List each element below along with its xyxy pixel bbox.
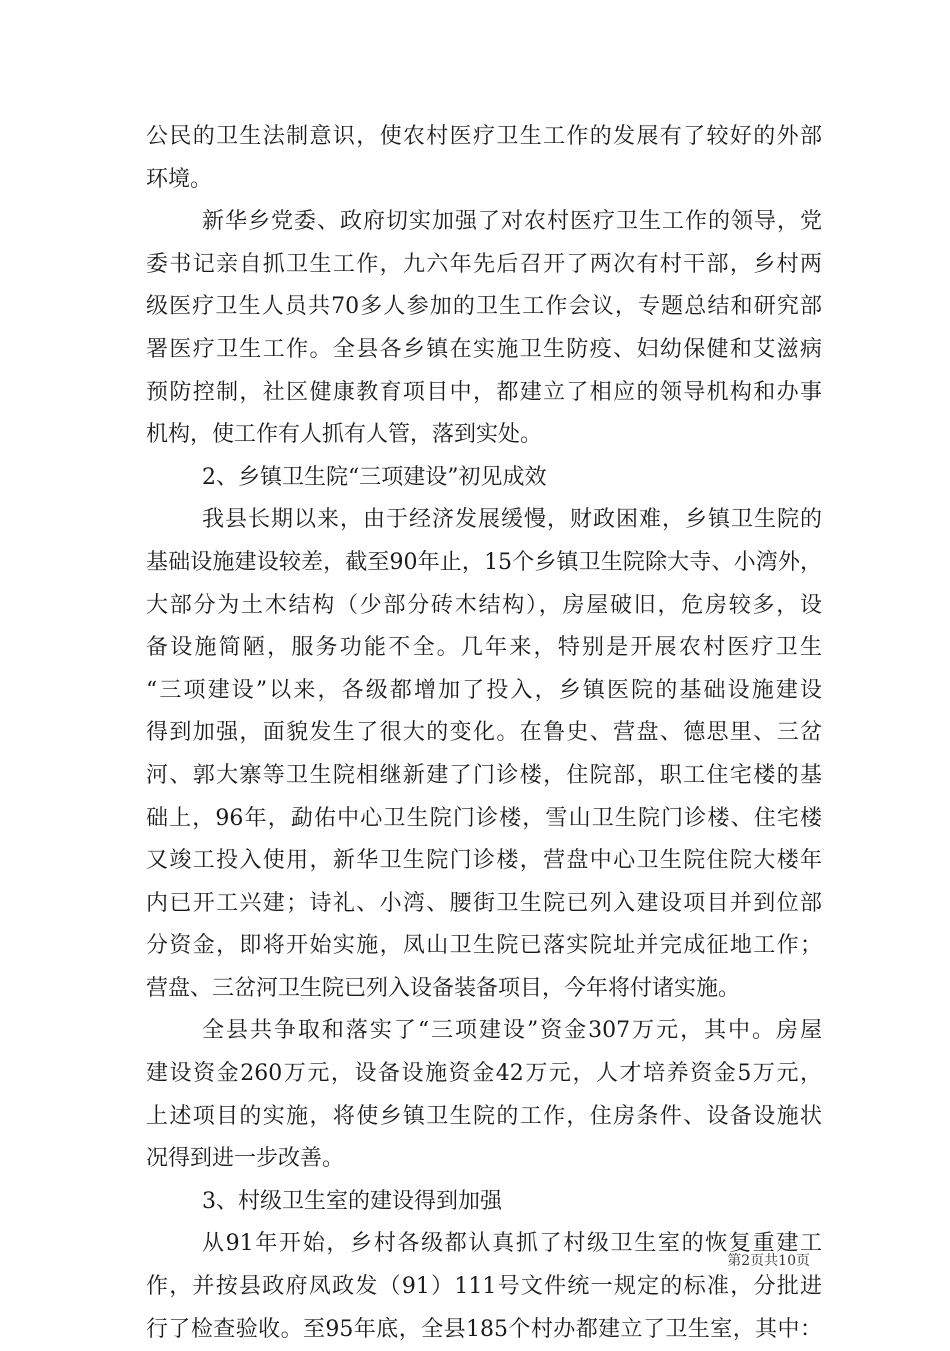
paragraph-line: 我县长期以来，由于经济发展缓慢，财政困难，乡镇卫生院的 (202, 507, 822, 533)
paragraph-line: 内已开工兴建；诗礼、小湾、腰街卫生院已列入建设项目并到位部 (146, 890, 822, 916)
document-body (146, 116, 822, 1351)
section-heading: 2、乡镇卫生院“三项建设”初见成效 (202, 464, 547, 490)
paragraph-line: 机构，使工作有人抓有人管，落到实处。 (146, 422, 543, 448)
paragraph-line: 行了检查验收。至95年底，全县185个村办都建立了卫生室，其中： (146, 1316, 822, 1342)
paragraph-line: 级医疗卫生人员共70多人参加的卫生工作会议，专题总结和研究部 (146, 294, 822, 320)
paragraph-line: “三项建设”以来，各级都增加了投入，乡镇医院的基础设施建设 (146, 677, 822, 703)
paragraph-line: 从91年开始，乡村各级都认真抓了村级卫生室的恢复重建工 (202, 1231, 822, 1257)
section-heading: 3、村级卫生室的建设得到加强 (202, 1188, 502, 1214)
paragraph-line: 署医疗卫生工作。全县各乡镇在实施卫生防疫、妇幼保健和艾滋病 (146, 336, 822, 362)
paragraph-line: 础上，96年，勐佑中心卫生院门诊楼，雪山卫生院门诊楼、住宅楼 (146, 805, 822, 831)
paragraph-line: 作，并按县政府凤政发（91）111号文件统一规定的标准，分批进 (146, 1274, 822, 1300)
paragraph-line: 上述项目的实施，将使乡镇卫生院的工作，住房条件、设备设施状 (146, 1103, 822, 1129)
paragraph-line: 况得到进一步改善。 (146, 1146, 345, 1172)
paragraph-line: 委书记亲自抓卫生工作，九六年先后召开了两次有村干部，乡村两 (146, 251, 822, 277)
paragraph-line: 备设施简陋，服务功能不全。几年来，特别是开展农村医疗卫生 (146, 635, 822, 661)
paragraph-line: 建设资金260万元，设备设施资金42万元，人才培养资金5万元， (146, 1061, 822, 1087)
paragraph-line: 全县共争取和落实了“三项建设”资金307万元，其中。房屋 (202, 1018, 822, 1044)
paragraph-line: 又竣工投入使用，新华卫生院门诊楼，营盘中心卫生院住院大楼年 (146, 848, 822, 874)
paragraph-line: 环境。 (146, 166, 213, 192)
page-number: 第2页共10页 (727, 1253, 810, 1269)
paragraph-line: 大部分为土木结构（少部分砖木结构），房屋破旧，危房较多，设 (146, 592, 822, 618)
paragraph-line: 公民的卫生法制意识，使农村医疗卫生工作的发展有了较好的外部 (146, 124, 822, 149)
paragraph-line: 分资金，即将开始实施，凤山卫生院已落实院址并完成征地工作； (146, 933, 822, 959)
paragraph-line: 得到加强，面貌发生了很大的变化。在鲁史、营盘、德思里、三岔 (146, 720, 822, 746)
paragraph-line: 基础设施建设较差，截至90年止，15个乡镇卫生院除大寺、小湾外， (146, 549, 822, 575)
paragraph-line: 河、郭大寨等卫生院相继新建了门诊楼，住院部，职工住宅楼的基 (146, 762, 822, 788)
paragraph-line: 营盘、三岔河卫生院已列入设备装备项目，今年将付诸实施。 (146, 975, 741, 1001)
paragraph-line: 新华乡党委、政府切实加强了对农村医疗卫生工作的领导，党 (202, 209, 822, 235)
paragraph-line: 预防控制，社区健康教育项目中，都建立了相应的领导机构和办事 (146, 379, 822, 405)
